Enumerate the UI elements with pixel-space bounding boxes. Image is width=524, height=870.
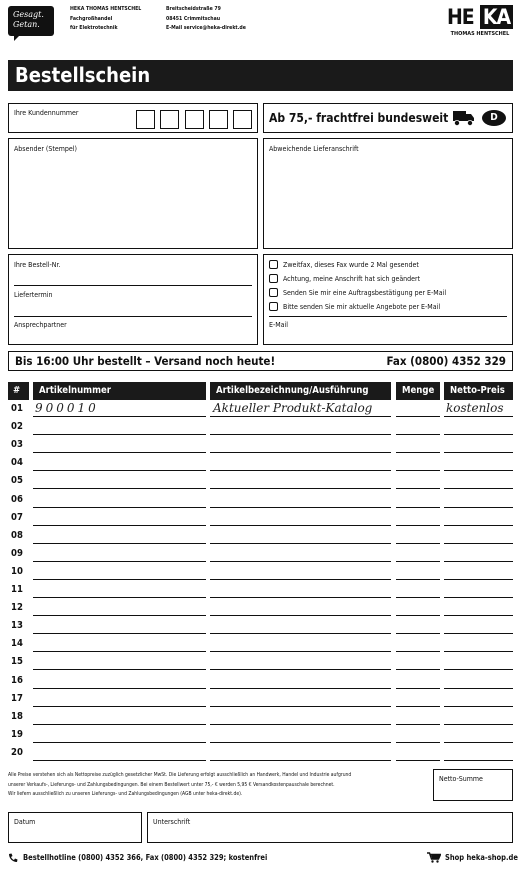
price-cell[interactable] bbox=[444, 492, 513, 508]
quantity-cell[interactable] bbox=[396, 654, 440, 670]
description-cell[interactable] bbox=[210, 455, 391, 471]
row-number: 08 bbox=[11, 529, 23, 541]
truck-icon bbox=[453, 110, 475, 127]
option-label: Senden Sie mir eine Auftragsbestätigung per E-Mail bbox=[283, 288, 447, 297]
description-cell[interactable] bbox=[210, 636, 391, 652]
country-badge: D bbox=[482, 110, 506, 126]
date-label: Datum bbox=[14, 818, 36, 826]
checkbox[interactable] bbox=[269, 288, 278, 297]
shipping-band bbox=[8, 351, 513, 371]
address-city: 08451 Crimmitschau bbox=[166, 15, 221, 22]
price-cell[interactable] bbox=[444, 618, 513, 634]
option-address-changed[interactable] bbox=[269, 274, 420, 283]
quantity-cell[interactable] bbox=[396, 600, 440, 616]
company-name: HEKA THOMAS HENTSCHEL bbox=[70, 6, 142, 12]
article-number-cell[interactable] bbox=[33, 419, 206, 435]
first-row-article-number: 900010 bbox=[35, 401, 99, 415]
col-header-description: Artikelbezeichnung/Ausführung bbox=[210, 382, 391, 400]
article-number-cell[interactable] bbox=[33, 492, 206, 508]
freight-box bbox=[263, 103, 513, 133]
address-street: Breitscheidstraße 79 bbox=[166, 6, 221, 12]
price-cell[interactable] bbox=[444, 437, 513, 453]
delivery-label: Abweichende Lieferanschrift bbox=[269, 145, 359, 153]
description-cell[interactable] bbox=[210, 600, 391, 616]
row-number: 13 bbox=[11, 620, 23, 632]
price-cell[interactable] bbox=[444, 727, 513, 743]
terms-line-1: Alle Preise verstehen sich als Nettopreise zuzüglich gesetzlicher MwSt. Die Lieferung erfolgt ausschließlich an Handwerk, Handel und Industrie aufgrund bbox=[8, 772, 352, 778]
row-number: 02 bbox=[11, 421, 23, 433]
description-cell[interactable] bbox=[210, 582, 391, 598]
article-number-cell[interactable] bbox=[33, 564, 206, 580]
row-number: 15 bbox=[11, 656, 23, 668]
price-cell[interactable] bbox=[444, 745, 513, 761]
slogan-line-1: Gesagt. bbox=[13, 10, 44, 19]
row-number: 17 bbox=[11, 692, 23, 704]
quantity-cell[interactable] bbox=[396, 437, 440, 453]
price-cell[interactable] bbox=[444, 546, 513, 562]
company-address bbox=[166, 5, 246, 34]
order-number-label: Ihre Bestell-Nr. bbox=[14, 261, 61, 269]
quantity-cell[interactable] bbox=[396, 618, 440, 634]
speech-bubble-tail bbox=[14, 35, 20, 41]
description-cell[interactable] bbox=[210, 673, 391, 689]
delivery-address-box[interactable] bbox=[263, 138, 513, 249]
company-info bbox=[70, 5, 141, 34]
slogan-bubble bbox=[8, 6, 54, 36]
hotline-text: Bestellhotline (0800) 4352 366, Fax (0800) 4352 329; kostenfrei bbox=[23, 853, 268, 862]
quantity-cell[interactable] bbox=[396, 582, 440, 598]
options-box bbox=[263, 254, 513, 345]
row-number: 19 bbox=[11, 728, 23, 740]
sender-label: Absender (Stempel) bbox=[14, 145, 77, 153]
row-number: 20 bbox=[11, 746, 23, 758]
price-cell[interactable] bbox=[444, 691, 513, 707]
terms-line-3: Wir liefern ausschließlich zu unseren Lieferungs- und Zahlungsbedingungen (AGB unter heka-direkt.de). bbox=[8, 791, 243, 797]
description-cell[interactable] bbox=[210, 709, 391, 725]
date-box[interactable] bbox=[8, 812, 142, 843]
quantity-cell[interactable] bbox=[396, 727, 440, 743]
row-number: 05 bbox=[11, 475, 23, 487]
customer-number-digit-4[interactable] bbox=[209, 110, 228, 129]
checkbox[interactable] bbox=[269, 302, 278, 311]
page-title: Bestellschein bbox=[8, 60, 513, 91]
price-cell[interactable] bbox=[444, 600, 513, 616]
logo-text-left: HE bbox=[447, 5, 474, 29]
article-number-cell[interactable] bbox=[33, 636, 206, 652]
option-order-confirmation[interactable] bbox=[269, 288, 446, 297]
terms-text bbox=[8, 771, 428, 800]
row-number: 16 bbox=[11, 674, 23, 686]
quantity-cell[interactable] bbox=[396, 528, 440, 544]
description-cell[interactable] bbox=[210, 437, 391, 453]
row-number: 01 bbox=[11, 403, 23, 414]
article-number-cell[interactable] bbox=[33, 618, 206, 634]
shipping-deadline-text: Bis 16:00 Uhr bestellt – Versand noch heute! bbox=[15, 354, 276, 368]
price-cell[interactable] bbox=[444, 419, 513, 435]
article-number-cell[interactable] bbox=[33, 528, 206, 544]
heka-logo bbox=[447, 5, 513, 29]
price-cell[interactable] bbox=[444, 709, 513, 725]
delivery-date-line[interactable] bbox=[14, 316, 252, 317]
quantity-cell[interactable] bbox=[396, 564, 440, 580]
description-cell[interactable] bbox=[210, 727, 391, 743]
article-number-cell[interactable] bbox=[33, 745, 206, 761]
net-total-label: Netto-Summe bbox=[439, 775, 483, 783]
row-number: 06 bbox=[11, 493, 23, 505]
price-cell[interactable] bbox=[444, 654, 513, 670]
article-number-cell[interactable] bbox=[33, 437, 206, 453]
price-cell[interactable] bbox=[444, 455, 513, 471]
company-line-3: für Elektrotechnik bbox=[70, 25, 118, 31]
contact-person-label: Ansprechpartner bbox=[14, 321, 67, 329]
description-cell[interactable] bbox=[210, 546, 391, 562]
description-cell[interactable] bbox=[210, 654, 391, 670]
email-label: E-Mail bbox=[269, 321, 289, 329]
col-header-article-number: Artikelnummer bbox=[33, 382, 206, 400]
freight-text: Ab 75,- frachtfrei bundesweit bbox=[269, 111, 449, 125]
sender-box[interactable] bbox=[8, 138, 258, 249]
delivery-date-label: Liefertermin bbox=[14, 291, 53, 299]
row-number: 04 bbox=[11, 457, 23, 469]
description-cell[interactable] bbox=[210, 528, 391, 544]
article-number-cell[interactable] bbox=[33, 582, 206, 598]
row-number: 10 bbox=[11, 565, 23, 577]
first-row-price: kostenlos bbox=[446, 401, 504, 415]
article-number-cell[interactable] bbox=[33, 727, 206, 743]
description-cell[interactable] bbox=[210, 691, 391, 707]
customer-number-digit-1[interactable] bbox=[136, 110, 155, 129]
logo-subtitle: THOMAS HENTSCHEL bbox=[450, 31, 510, 37]
quantity-cell[interactable] bbox=[396, 473, 440, 489]
article-number-cell[interactable] bbox=[33, 455, 206, 471]
quantity-cell[interactable] bbox=[396, 419, 440, 435]
net-total-box[interactable] bbox=[433, 769, 513, 801]
option-current-offers[interactable] bbox=[269, 302, 440, 311]
logo-text-right: KA bbox=[480, 5, 513, 29]
quantity-cell[interactable] bbox=[396, 546, 440, 562]
description-cell[interactable] bbox=[210, 492, 391, 508]
article-number-cell[interactable] bbox=[33, 600, 206, 616]
quantity-cell[interactable] bbox=[396, 709, 440, 725]
row-number: 09 bbox=[11, 547, 23, 559]
col-header-number: # bbox=[8, 382, 29, 400]
quantity-cell[interactable] bbox=[396, 691, 440, 707]
signature-label: Unterschrift bbox=[153, 818, 191, 826]
description-cell[interactable] bbox=[210, 564, 391, 580]
order-fields-box bbox=[8, 254, 258, 345]
signature-box[interactable] bbox=[147, 812, 513, 843]
article-number-cell[interactable] bbox=[33, 709, 206, 725]
row-number: 07 bbox=[11, 511, 23, 523]
quantity-cell[interactable] bbox=[396, 745, 440, 761]
shop-link[interactable]: Shop heka-shop.de bbox=[445, 853, 518, 862]
description-cell[interactable] bbox=[210, 473, 391, 489]
quantity-cell[interactable] bbox=[396, 401, 440, 417]
article-number-cell[interactable] bbox=[33, 546, 206, 562]
col-header-price: Netto-Preis bbox=[444, 382, 513, 400]
row-number: 18 bbox=[11, 710, 23, 722]
quantity-cell[interactable] bbox=[396, 492, 440, 508]
customer-number-digit-5[interactable] bbox=[233, 110, 252, 129]
company-line-2: Fachgroßhandel bbox=[70, 15, 113, 22]
customer-number-digit-3[interactable] bbox=[185, 110, 204, 129]
article-number-cell[interactable] bbox=[33, 510, 206, 526]
description-cell[interactable] bbox=[210, 419, 391, 435]
customer-number-digit-2[interactable] bbox=[160, 110, 179, 129]
order-number-line[interactable] bbox=[14, 285, 252, 286]
terms-line-2: unserer Verkaufs-, Lieferungs- und Zahlungsbedingungen. Bei einem Bestellwert unter 75,- € werden 5,95 € Versandkostenpauschale berechnet. bbox=[8, 781, 335, 788]
price-cell[interactable] bbox=[444, 673, 513, 689]
price-cell[interactable] bbox=[444, 528, 513, 544]
shopping-cart-icon bbox=[427, 852, 441, 863]
price-cell[interactable] bbox=[444, 582, 513, 598]
address-email: E-Mail service@heka-direkt.de bbox=[166, 25, 246, 31]
article-number-cell[interactable] bbox=[33, 673, 206, 689]
row-number: 14 bbox=[11, 638, 23, 650]
checkbox[interactable] bbox=[269, 260, 278, 269]
option-label: Achtung, meine Anschrift hat sich geändert bbox=[283, 274, 421, 283]
description-cell[interactable] bbox=[210, 510, 391, 526]
option-label: Bitte senden Sie mir aktuelle Angebote per E-Mail bbox=[283, 302, 441, 311]
row-number: 11 bbox=[11, 584, 23, 595]
price-cell[interactable] bbox=[444, 510, 513, 526]
quantity-cell[interactable] bbox=[396, 455, 440, 471]
first-row-description: Aktueller Produkt-Katalog bbox=[213, 401, 373, 415]
row-number: 12 bbox=[11, 602, 23, 614]
price-cell[interactable] bbox=[444, 473, 513, 489]
slogan-line-2: Getan. bbox=[13, 20, 40, 29]
description-cell[interactable] bbox=[210, 618, 391, 634]
customer-number-box bbox=[8, 103, 258, 133]
options-divider bbox=[269, 316, 507, 317]
fax-number-text: Fax (0800) 4352 329 bbox=[386, 354, 506, 368]
article-number-cell[interactable] bbox=[33, 473, 206, 489]
row-number: 03 bbox=[11, 439, 23, 451]
price-cell[interactable] bbox=[444, 636, 513, 652]
checkbox[interactable] bbox=[269, 274, 278, 283]
phone-icon bbox=[8, 853, 18, 863]
article-number-cell[interactable] bbox=[33, 654, 206, 670]
quantity-cell[interactable] bbox=[396, 636, 440, 652]
price-cell[interactable] bbox=[444, 564, 513, 580]
option-second-fax[interactable] bbox=[269, 260, 419, 269]
article-number-cell[interactable] bbox=[33, 691, 206, 707]
customer-number-label: Ihre Kundennummer bbox=[14, 109, 79, 117]
description-cell[interactable] bbox=[210, 745, 391, 761]
option-label: Zweitfax, dieses Fax wurde 2 Mal gesendet bbox=[283, 260, 419, 269]
quantity-cell[interactable] bbox=[396, 510, 440, 526]
quantity-cell[interactable] bbox=[396, 673, 440, 689]
col-header-quantity: Menge bbox=[396, 382, 440, 400]
